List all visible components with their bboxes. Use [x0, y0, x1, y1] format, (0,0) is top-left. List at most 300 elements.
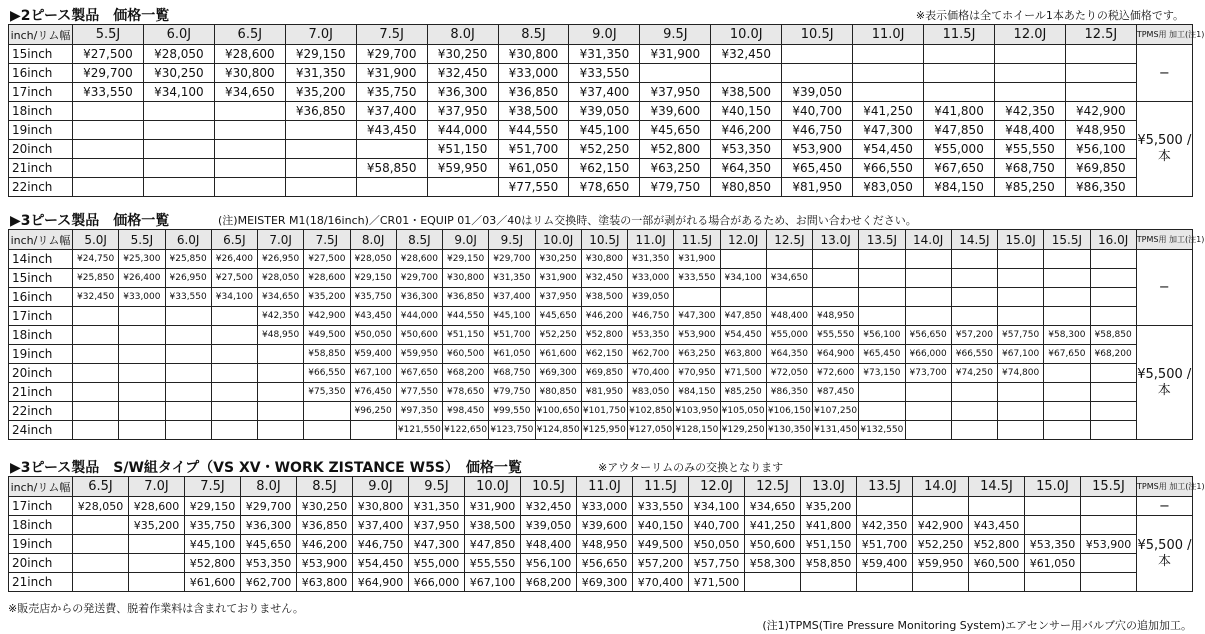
price-cell: ¥63,250 [674, 345, 720, 364]
price-cell: ¥46,200 [581, 307, 627, 326]
price-cell: ¥79,750 [640, 178, 711, 197]
sw-header [8, 456, 1192, 476]
price-cell [745, 573, 801, 592]
price-cell: ¥53,350 [628, 326, 674, 345]
rim-width-header: 7.5J [304, 230, 350, 250]
price-cell: ¥27,500 [73, 45, 144, 64]
price-cell [119, 345, 165, 364]
price-cell: ¥128,150 [674, 421, 720, 440]
price-cell: ¥35,750 [350, 288, 396, 307]
price-cell: ¥47,300 [409, 535, 465, 554]
size-label: 24inch [9, 421, 73, 440]
price-cell [1090, 269, 1136, 288]
price-cell: ¥55,000 [766, 326, 812, 345]
price-cell: ¥45,650 [640, 121, 711, 140]
price-cell [165, 326, 211, 345]
size-label: 20inch [9, 140, 73, 159]
price-cell [1025, 497, 1081, 516]
price-cell: ¥61,600 [535, 345, 581, 364]
rim-width-header: 14.0J [913, 477, 969, 497]
rim-width-header: 10.0J [465, 477, 521, 497]
price-cell: ¥36,850 [297, 516, 353, 535]
table-row [9, 497, 1193, 516]
price-cell: ¥47,300 [674, 307, 720, 326]
price-cell: ¥85,250 [720, 383, 766, 402]
price-cell: ¥53,900 [674, 326, 720, 345]
price-cell: ¥60,500 [969, 554, 1025, 573]
table-row [9, 573, 1193, 592]
price-cell [143, 121, 214, 140]
price-cell: ¥53,350 [241, 554, 297, 573]
price-cell [859, 307, 905, 326]
price-cell: ¥123,750 [489, 421, 535, 440]
rim-width-header: 10.0J [711, 25, 782, 45]
price-cell [129, 554, 185, 573]
price-cell: ¥25,850 [165, 250, 211, 269]
price-cell [994, 83, 1065, 102]
rim-width-header: 5.5J [119, 230, 165, 250]
price-cell: ¥54,450 [353, 554, 409, 573]
size-label: 19inch [9, 345, 73, 364]
price-cell [304, 421, 350, 440]
price-cell: ¥37,400 [489, 288, 535, 307]
price-cell: ¥34,650 [745, 497, 801, 516]
price-cell: ¥74,800 [998, 364, 1044, 383]
price-cell: ¥45,100 [489, 307, 535, 326]
price-cell: ¥56,100 [859, 326, 905, 345]
price-cell [119, 421, 165, 440]
rim-width-header: 10.5J [521, 477, 577, 497]
price-cell [143, 140, 214, 159]
price-cell: ¥63,250 [640, 159, 711, 178]
size-label: 17inch [9, 497, 73, 516]
price-cell [711, 64, 782, 83]
price-cell: ¥58,850 [801, 554, 857, 573]
price-cell: ¥73,700 [905, 364, 951, 383]
price-cell [766, 288, 812, 307]
price-cell: ¥42,900 [913, 516, 969, 535]
price-cell [859, 402, 905, 421]
price-cell: ¥61,050 [489, 345, 535, 364]
price-cell: ¥67,650 [1044, 345, 1090, 364]
price-cell: ¥35,200 [129, 516, 185, 535]
price-cell [1044, 402, 1090, 421]
price-cell [994, 64, 1065, 83]
price-cell: ¥48,400 [521, 535, 577, 554]
price-cell: ¥28,600 [396, 250, 442, 269]
price-cell: ¥122,650 [443, 421, 489, 440]
price-cell: ¥86,350 [1065, 178, 1136, 197]
price-cell: ¥55,550 [465, 554, 521, 573]
price-cell: ¥47,300 [853, 121, 924, 140]
price-cell [119, 364, 165, 383]
size-label: 17inch [9, 83, 73, 102]
table-row [9, 269, 1193, 288]
price-cell: ¥63,800 [720, 345, 766, 364]
price-cell [214, 140, 285, 159]
price-cell: ¥53,900 [297, 554, 353, 573]
price-cell [859, 250, 905, 269]
price-cell: ¥31,900 [674, 250, 720, 269]
table-row [9, 159, 1193, 178]
rim-width-header: 12.5J [766, 230, 812, 250]
price-cell: ¥51,150 [443, 326, 489, 345]
rim-width-header: 12.0J [689, 477, 745, 497]
price-cell: ¥37,950 [409, 516, 465, 535]
price-cell [951, 269, 997, 288]
rim-width-header: 15.5J [1044, 230, 1090, 250]
price-cell [1090, 364, 1136, 383]
price-cell [1081, 573, 1137, 592]
price-cell: ¥48,950 [1065, 121, 1136, 140]
price-cell [285, 140, 356, 159]
price-cell [214, 159, 285, 178]
rim-width-header: 5.0J [73, 230, 119, 250]
price-cell [211, 364, 257, 383]
price-cell: ¥102,850 [628, 402, 674, 421]
header-row [9, 477, 1193, 497]
rim-width-header: 11.5J [924, 25, 995, 45]
price-cell [857, 573, 913, 592]
price-cell [165, 402, 211, 421]
price-cell: ¥41,250 [853, 102, 924, 121]
price-cell: ¥124,850 [535, 421, 581, 440]
price-cell: ¥45,100 [569, 121, 640, 140]
price-cell [73, 307, 119, 326]
price-cell: ¥67,650 [924, 159, 995, 178]
price-cell: ¥77,550 [396, 383, 442, 402]
price-cell [905, 288, 951, 307]
sw-note: ※アウターリムのみの交換となります [598, 461, 784, 474]
price-cell: ¥33,000 [498, 64, 569, 83]
price-cell: ¥45,100 [185, 535, 241, 554]
price-cell: ¥68,750 [489, 364, 535, 383]
price-cell: ¥31,350 [409, 497, 465, 516]
corner-header: inch/リム幅 [9, 25, 73, 45]
price-cell: ¥59,950 [396, 345, 442, 364]
tpms-none-cell: − [1137, 497, 1193, 516]
price-cell [211, 326, 257, 345]
tpms-price-cell: ¥5,500 /本 [1137, 516, 1193, 592]
rim-width-header: 8.0J [427, 25, 498, 45]
price-cell [258, 402, 304, 421]
table-row [9, 83, 1193, 102]
price-cell [73, 178, 144, 197]
sw-title: ▶3ピース製品 S/W組タイプ（VS XV・WORK ZISTANCE W5S） 価格一覧 [10, 460, 522, 476]
price-cell: ¥29,150 [285, 45, 356, 64]
price-cell: ¥55,550 [994, 140, 1065, 159]
three-piece-price-table [8, 229, 1205, 440]
price-cell: ¥35,750 [356, 83, 427, 102]
price-cell: ¥55,000 [924, 140, 995, 159]
price-cell: ¥55,550 [813, 326, 859, 345]
price-cell: ¥34,650 [258, 288, 304, 307]
price-cell: ¥38,500 [465, 516, 521, 535]
price-cell [853, 64, 924, 83]
price-cell [258, 345, 304, 364]
size-label: 17inch [9, 307, 73, 326]
price-cell: ¥53,900 [1081, 535, 1137, 554]
price-cell [924, 83, 995, 102]
price-cell: ¥79,750 [489, 383, 535, 402]
price-cell: ¥103,950 [674, 402, 720, 421]
price-cell: ¥52,800 [640, 140, 711, 159]
tpms-none-cell: − [1136, 250, 1192, 326]
price-cell: ¥31,350 [285, 64, 356, 83]
price-cell: ¥57,750 [689, 554, 745, 573]
price-cell: ¥86,350 [766, 383, 812, 402]
size-label: 18inch [9, 102, 73, 121]
price-cell [998, 288, 1044, 307]
price-cell [1044, 307, 1090, 326]
price-cell: ¥52,800 [185, 554, 241, 573]
price-cell: ¥37,950 [640, 83, 711, 102]
price-cell: ¥68,200 [521, 573, 577, 592]
price-cell [165, 421, 211, 440]
size-label: 21inch [9, 573, 73, 592]
price-cell: ¥76,450 [350, 383, 396, 402]
price-cell: ¥59,400 [350, 345, 396, 364]
price-cell: ¥45,650 [535, 307, 581, 326]
price-cell: ¥35,200 [304, 288, 350, 307]
price-cell: ¥49,500 [304, 326, 350, 345]
price-cell: ¥29,700 [356, 45, 427, 64]
size-label: 22inch [9, 402, 73, 421]
price-cell: ¥35,200 [801, 497, 857, 516]
price-cell: ¥38,500 [581, 288, 627, 307]
corner-header: inch/リム幅 [9, 230, 73, 250]
tpms-none-cell: − [1136, 45, 1192, 102]
size-label: 16inch [9, 288, 73, 307]
rim-width-header: 13.0J [813, 230, 859, 250]
price-cell: ¥52,250 [913, 535, 969, 554]
price-cell: ¥30,250 [297, 497, 353, 516]
price-cell: ¥28,050 [73, 497, 129, 516]
price-cell [73, 159, 144, 178]
price-cell [1044, 250, 1090, 269]
price-cell [285, 178, 356, 197]
price-cell: ¥48,950 [258, 326, 304, 345]
price-cell: ¥64,350 [711, 159, 782, 178]
price-cell: ¥54,450 [853, 140, 924, 159]
price-cell [998, 307, 1044, 326]
rim-width-header: 11.5J [633, 477, 689, 497]
price-cell [951, 288, 997, 307]
price-cell: ¥33,550 [165, 288, 211, 307]
price-cell: ¥68,200 [1090, 345, 1136, 364]
price-cell: ¥35,750 [185, 516, 241, 535]
price-cell [304, 402, 350, 421]
price-cell [913, 573, 969, 592]
price-cell: ¥130,350 [766, 421, 812, 440]
price-cell: ¥58,850 [304, 345, 350, 364]
price-cell: ¥58,850 [356, 159, 427, 178]
price-cell: ¥40,150 [711, 102, 782, 121]
rim-width-header: 13.5J [859, 230, 905, 250]
price-cell: ¥58,300 [745, 554, 801, 573]
price-cell: ¥68,750 [994, 159, 1065, 178]
price-cell [1044, 383, 1090, 402]
price-cell [119, 383, 165, 402]
price-cell: ¥70,950 [674, 364, 720, 383]
price-cell: ¥72,600 [813, 364, 859, 383]
price-cell [73, 345, 119, 364]
price-cell [969, 573, 1025, 592]
price-cell: ¥36,850 [443, 288, 489, 307]
price-cell [1044, 421, 1090, 440]
price-cell [1044, 364, 1090, 383]
price-cell: ¥42,350 [258, 307, 304, 326]
table-row [9, 307, 1193, 326]
rim-width-header: 11.0J [853, 25, 924, 45]
price-cell: ¥62,150 [569, 159, 640, 178]
price-cell [998, 250, 1044, 269]
price-cell: ¥69,300 [535, 364, 581, 383]
rim-width-header: 5.5J [73, 25, 144, 45]
price-cell: ¥39,600 [640, 102, 711, 121]
price-cell [905, 307, 951, 326]
price-cell: ¥72,050 [766, 364, 812, 383]
price-cell: ¥80,850 [711, 178, 782, 197]
table-row [9, 364, 1193, 383]
price-cell: ¥48,400 [994, 121, 1065, 140]
price-cell: ¥26,950 [258, 250, 304, 269]
price-cell: ¥80,850 [535, 383, 581, 402]
price-cell: ¥132,550 [859, 421, 905, 440]
price-cell: ¥34,100 [720, 269, 766, 288]
price-cell: ¥32,450 [427, 64, 498, 83]
header-row [9, 25, 1193, 45]
price-cell: ¥70,400 [628, 364, 674, 383]
price-cell: ¥53,350 [711, 140, 782, 159]
price-cell: ¥100,650 [535, 402, 581, 421]
price-cell [998, 383, 1044, 402]
sw-section [8, 456, 1205, 592]
price-cell [1081, 497, 1137, 516]
rim-width-header: 8.0J [241, 477, 297, 497]
price-cell: ¥75,350 [304, 383, 350, 402]
price-cell [998, 269, 1044, 288]
three-piece-title: ▶3ピース製品 価格一覧 [10, 213, 170, 229]
price-cell [165, 307, 211, 326]
price-cell: ¥34,650 [214, 83, 285, 102]
footer-left-note: ※販売店からの発送費、脱着作業料は含まれておりません。 [8, 602, 304, 615]
price-cell: ¥27,500 [304, 250, 350, 269]
price-cell [73, 326, 119, 345]
price-cell: ¥96,250 [350, 402, 396, 421]
price-cell [211, 307, 257, 326]
rim-width-header: 16.0J [1090, 230, 1136, 250]
price-cell: ¥34,650 [766, 269, 812, 288]
price-cell [356, 178, 427, 197]
price-cell [73, 421, 119, 440]
price-cell: ¥36,300 [427, 83, 498, 102]
price-cell: ¥65,450 [782, 159, 853, 178]
price-cell: ¥34,100 [143, 83, 214, 102]
tax-note: ※表示価格は全てホイール1本あたりの税込価格です。 [915, 9, 1184, 22]
price-cell: ¥73,150 [859, 364, 905, 383]
three-piece-note: (注)MEISTER M1(18/16inch)／CR01・EQUIP 01／03／40はリム交換時、塗装の一部が剥がれる場合があるため、お問い合わせください。 [218, 214, 917, 227]
price-cell [214, 121, 285, 140]
table-row [9, 554, 1193, 573]
price-cell: ¥50,050 [350, 326, 396, 345]
price-cell: ¥47,850 [924, 121, 995, 140]
price-cell: ¥51,150 [801, 535, 857, 554]
size-label: 21inch [9, 383, 73, 402]
price-cell [427, 178, 498, 197]
table-row [9, 345, 1193, 364]
price-cell [73, 573, 129, 592]
price-cell: ¥28,050 [258, 269, 304, 288]
rim-width-header: 8.5J [297, 477, 353, 497]
price-cell: ¥31,900 [535, 269, 581, 288]
price-cell [214, 178, 285, 197]
price-cell: ¥41,800 [924, 102, 995, 121]
price-cell: ¥84,150 [924, 178, 995, 197]
price-cell [119, 326, 165, 345]
price-cell: ¥28,050 [350, 250, 396, 269]
price-cell [1090, 383, 1136, 402]
size-label: 18inch [9, 326, 73, 345]
rim-width-header: 14.0J [905, 230, 951, 250]
price-cell: ¥25,850 [73, 269, 119, 288]
price-cell [258, 421, 304, 440]
tpms-header: TPMS用 加工(注1) [1136, 230, 1192, 250]
rim-width-header: 10.0J [535, 230, 581, 250]
size-label: 19inch [9, 121, 73, 140]
price-cell [73, 402, 119, 421]
rim-width-header: 8.5J [396, 230, 442, 250]
rim-width-header: 6.0J [165, 230, 211, 250]
price-cell: ¥59,950 [913, 554, 969, 573]
price-cell: ¥78,650 [443, 383, 489, 402]
price-cell: ¥42,350 [857, 516, 913, 535]
price-cell: ¥29,150 [185, 497, 241, 516]
price-cell: ¥30,800 [353, 497, 409, 516]
price-cell: ¥42,900 [1065, 102, 1136, 121]
rim-width-header: 11.0J [577, 477, 633, 497]
table-row [9, 535, 1193, 554]
price-cell: ¥98,450 [443, 402, 489, 421]
price-cell: ¥30,250 [143, 64, 214, 83]
rim-width-header: 7.0J [258, 230, 304, 250]
price-cell: ¥28,600 [214, 45, 285, 64]
price-cell: ¥37,400 [353, 516, 409, 535]
price-cell: ¥131,450 [813, 421, 859, 440]
price-cell: ¥107,250 [813, 402, 859, 421]
price-cell: ¥34,100 [211, 288, 257, 307]
price-cell: ¥26,950 [165, 269, 211, 288]
price-cell [119, 402, 165, 421]
price-cell: ¥67,100 [998, 345, 1044, 364]
price-cell: ¥24,750 [73, 250, 119, 269]
rim-width-header: 6.5J [73, 477, 129, 497]
price-cell: ¥51,700 [498, 140, 569, 159]
price-cell: ¥67,100 [350, 364, 396, 383]
price-cell: ¥66,000 [905, 345, 951, 364]
price-cell: ¥71,500 [720, 364, 766, 383]
price-cell [720, 288, 766, 307]
table-row [9, 288, 1193, 307]
price-cell [951, 383, 997, 402]
price-cell: ¥58,850 [1090, 326, 1136, 345]
price-cell: ¥32,450 [521, 497, 577, 516]
price-cell: ¥71,500 [689, 573, 745, 592]
price-cell: ¥39,050 [569, 102, 640, 121]
price-cell [143, 178, 214, 197]
price-cell [924, 45, 995, 64]
price-cell [720, 250, 766, 269]
